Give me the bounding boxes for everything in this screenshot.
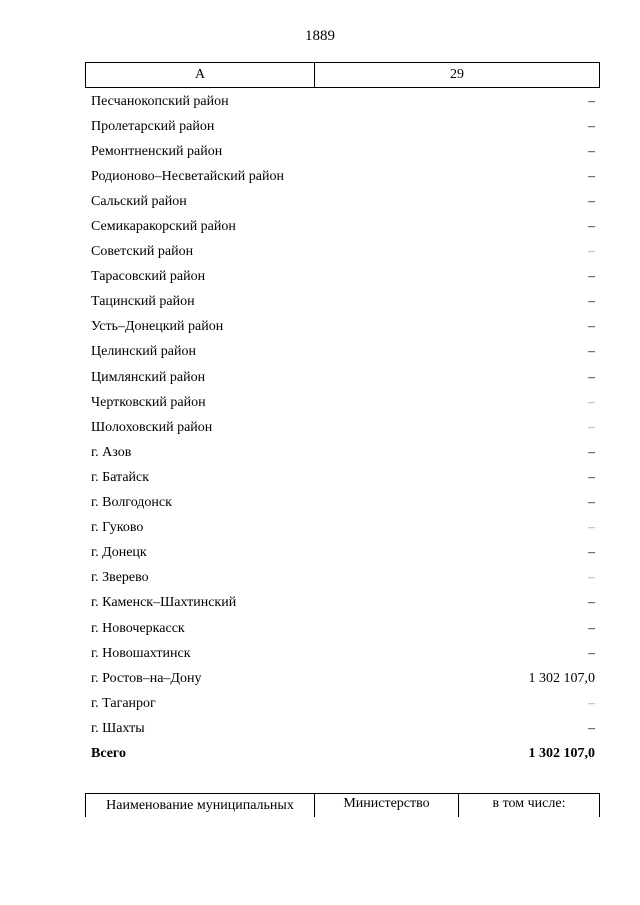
header-col-29: 29 (315, 63, 600, 88)
page-number: 1889 (305, 28, 335, 44)
row-value: – (588, 394, 595, 410)
table-row (85, 716, 600, 741)
next-header-col1: Наименование муниципальных (86, 794, 315, 818)
row-value: – (588, 469, 595, 485)
table-row (85, 465, 600, 490)
total-label: Всего (91, 745, 126, 761)
table-header (85, 62, 600, 88)
row-name: Усть–Донецкий район (91, 319, 224, 335)
row-name: Советский район (91, 244, 194, 260)
table-row (85, 189, 600, 214)
total-value: 1 302 107,0 (528, 745, 595, 761)
row-name: г. Гуково (91, 520, 144, 536)
next-header-col2: Министерство (315, 794, 459, 818)
row-value: – (588, 244, 595, 260)
table-row (85, 114, 600, 139)
row-value: – (588, 93, 595, 109)
row-name: Целинский район (91, 344, 196, 360)
row-name: г. Волгодонск (91, 495, 172, 511)
row-name: Сальский район (91, 193, 187, 209)
next-header-col3: в том числе: (459, 794, 600, 818)
row-name: г. Таганрог (91, 695, 156, 711)
row-value: – (588, 118, 595, 134)
row-name: Пролетарский район (91, 118, 215, 134)
row-value: – (588, 620, 595, 636)
row-value: – (588, 219, 595, 235)
row-value: – (588, 545, 595, 561)
row-name: Тацинский район (91, 294, 195, 310)
total-row (85, 741, 600, 766)
row-value: – (588, 419, 595, 435)
row-name: г. Шахты (91, 720, 145, 736)
row-value: 1 302 107,0 (528, 670, 595, 686)
row-value: – (588, 369, 595, 385)
table-row (85, 390, 600, 415)
row-name: Тарасовский район (91, 269, 206, 285)
row-name: Родионово–Несветайский район (91, 168, 284, 184)
table-row (85, 315, 600, 340)
row-name: Ремонтненский район (91, 143, 223, 159)
row-value: – (588, 143, 595, 159)
table-row (85, 666, 600, 691)
row-value: – (588, 570, 595, 586)
table-row (85, 89, 600, 114)
table-row (85, 365, 600, 390)
row-name: г. Зверево (91, 570, 149, 586)
row-name: г. Донецк (91, 545, 147, 561)
row-value: – (588, 720, 595, 736)
row-value: – (588, 193, 595, 209)
row-value: – (588, 269, 595, 285)
row-name: г. Батайск (91, 469, 150, 485)
row-name: Цимлянский район (91, 369, 206, 385)
next-table-header (85, 793, 600, 817)
row-value: – (588, 344, 595, 360)
table-row (85, 541, 600, 566)
row-name: г. Ростов–на–Дону (91, 670, 202, 686)
row-name: г. Азов (91, 444, 132, 460)
row-name: Песчанокопский район (91, 93, 229, 109)
table-row (85, 566, 600, 591)
table-row (85, 591, 600, 616)
row-value: – (588, 444, 595, 460)
table-row (85, 616, 600, 641)
row-name: г. Каменск–Шахтинский (91, 595, 237, 611)
table-row (85, 641, 600, 666)
row-name: Чертковский район (91, 394, 206, 410)
row-value: – (588, 645, 595, 661)
table-row (85, 164, 600, 189)
row-value: – (588, 595, 595, 611)
row-name: Семикаракорский район (91, 219, 236, 235)
row-value: – (588, 695, 595, 711)
row-value: – (588, 319, 595, 335)
table-row (85, 691, 600, 716)
table-row (85, 265, 600, 290)
table-row (85, 516, 600, 541)
row-value: – (588, 168, 595, 184)
table-row (85, 440, 600, 465)
row-value: – (588, 520, 595, 536)
row-value: – (588, 495, 595, 511)
table-row (85, 491, 600, 516)
header-col-a: А (86, 63, 315, 88)
table-row (85, 240, 600, 265)
table-row (85, 290, 600, 315)
table-row (85, 139, 600, 164)
row-name: г. Новочеркасск (91, 620, 185, 636)
row-name: Шолоховский район (91, 419, 213, 435)
table-row (85, 214, 600, 239)
row-value: – (588, 294, 595, 310)
table-row (85, 415, 600, 440)
table-row (85, 340, 600, 365)
table-body (85, 89, 600, 767)
row-name: г. Новошахтинск (91, 645, 191, 661)
